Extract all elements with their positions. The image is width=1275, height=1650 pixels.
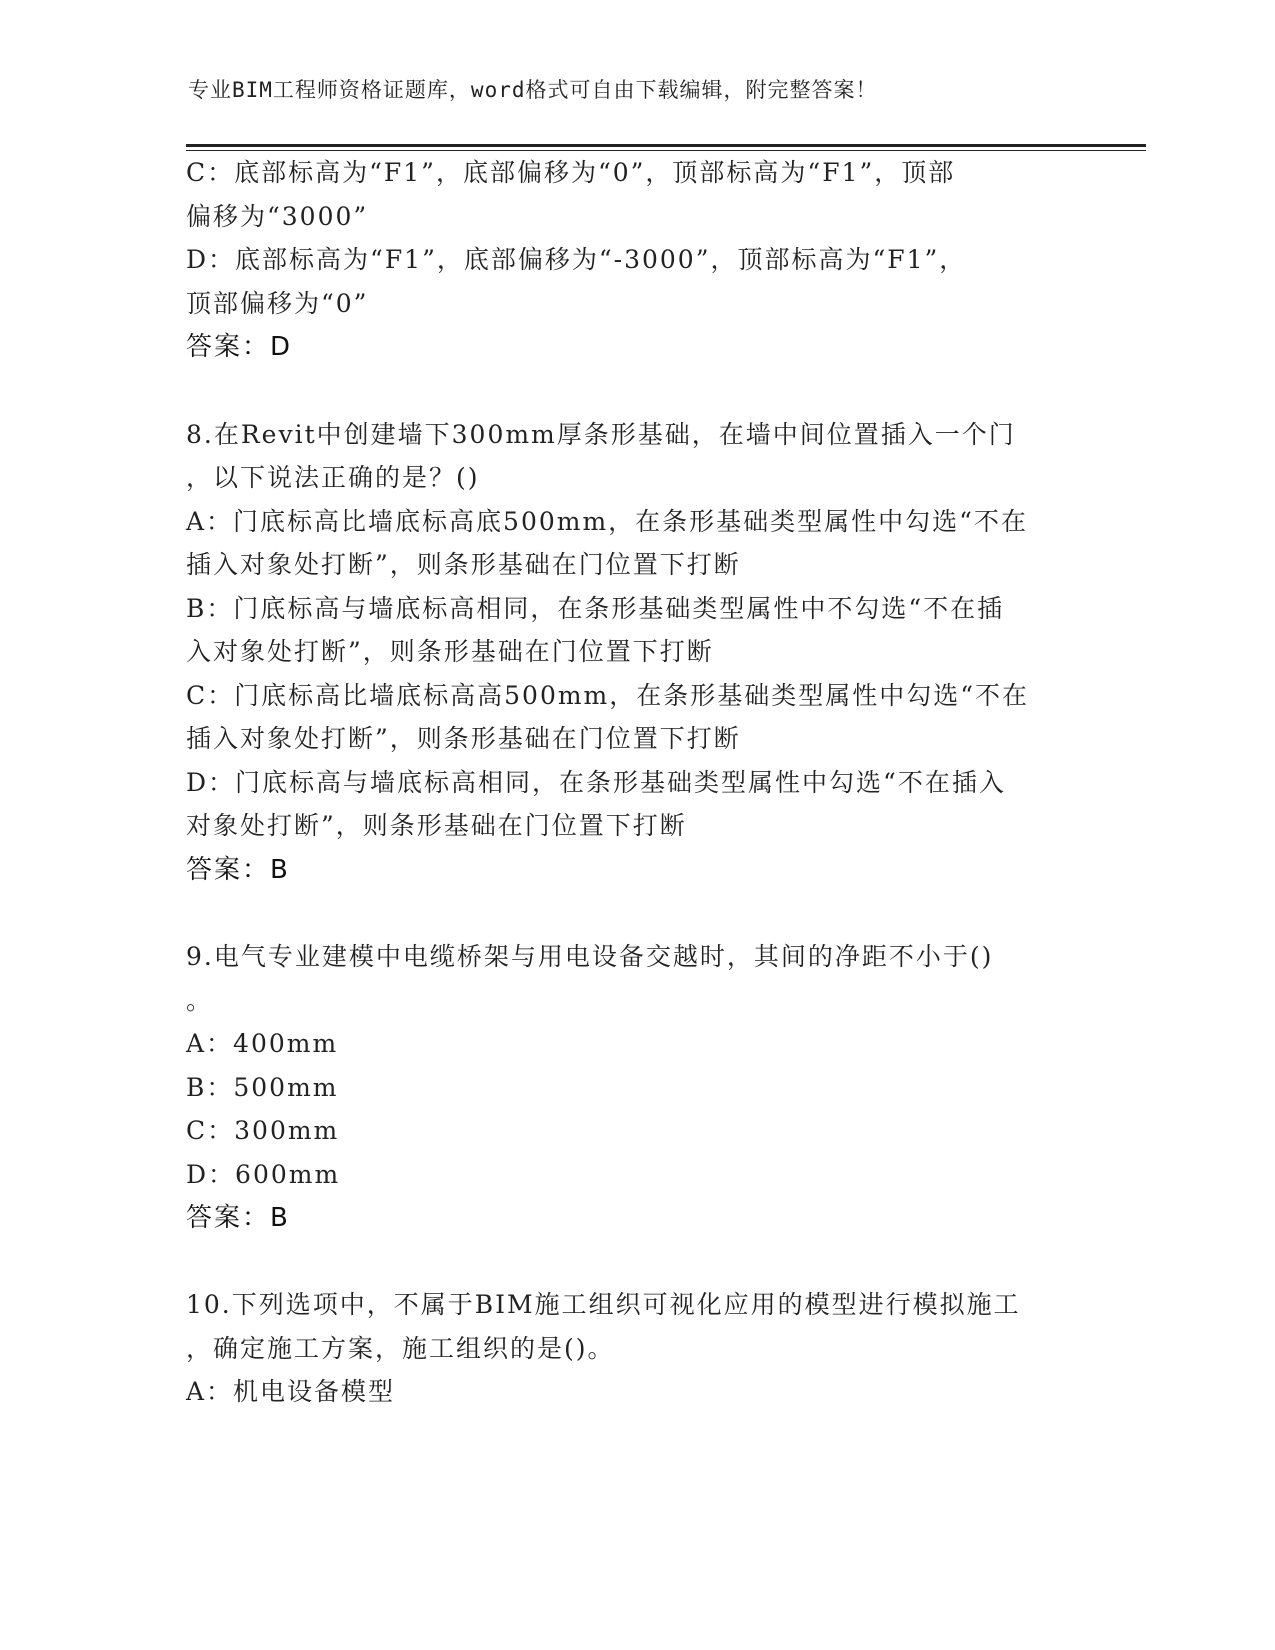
- q8-option-c-line1: C：门底标高比墙底标高高500mm，在条形基础类型属性中勾选“不在: [186, 681, 1030, 710]
- q10-stem-line2: ，确定施工方案，施工组织的是()。: [186, 1334, 615, 1363]
- q7-option-d-line1: D：底部标高为“F1”，底部偏移为“-3000”，顶部标高为“F1”，: [186, 245, 967, 274]
- q9-stem-line1: 9.电气专业建模中电缆桥架与用电设备交越时，其间的净距不小于(): [186, 942, 994, 971]
- q8-option-a-line2: 插入对象处打断”，则条形基础在门位置下打断: [186, 550, 741, 579]
- q8-option-b-line1: B：门底标高与墙底标高相同，在条形基础类型属性中不勾选“不在插: [186, 594, 1005, 623]
- q7-option-c-line2: 偏移为“3000”: [186, 202, 369, 231]
- q9-answer: 答案：B: [186, 1203, 290, 1233]
- q9-stem-line2: 。: [186, 986, 214, 1015]
- q9-option-a: A：400mm: [186, 1029, 339, 1058]
- q8-option-a-line1: A：门底标高比墙底标高底500mm，在条形基础类型属性中勾选“不在: [186, 507, 1028, 536]
- q7-answer: 答案：D: [186, 332, 293, 362]
- q9-option-c: C：300mm: [186, 1116, 340, 1145]
- header-rule-thin: [186, 150, 1146, 151]
- q8-option-d-line1: D：门底标高与墙底标高相同，在条形基础类型属性中勾选“不在插入: [186, 768, 1006, 797]
- q8-option-b-line2: 入对象处打断”，则条形基础在门位置下打断: [186, 637, 714, 666]
- q8-answer: 答案：B: [186, 855, 290, 885]
- q8-stem-line1: 8.在Revit中创建墙下300mm厚条形基础，在墙中间位置插入一个门: [186, 420, 1016, 449]
- q8-option-c-line2: 插入对象处打断”，则条形基础在门位置下打断: [186, 724, 741, 753]
- header-rule-thick: [186, 144, 1146, 147]
- q9-option-b: B：500mm: [186, 1073, 339, 1102]
- q9-option-d: D：600mm: [186, 1160, 341, 1189]
- q7-option-d-line2: 顶部偏移为“0”: [186, 289, 369, 318]
- q8-stem-line2: ，以下说法正确的是？(): [186, 463, 480, 492]
- q10-option-a: A：机电设备模型: [186, 1377, 396, 1406]
- page-header: 专业BIM工程师资格证题库，word格式可自由下载编辑，附完整答案！: [188, 78, 878, 102]
- q8-option-d-line2: 对象处打断”，则条形基础在门位置下打断: [186, 811, 687, 840]
- q10-stem-line1: 10.下列选项中，不属于BIM施工组织可视化应用的模型进行模拟施工: [186, 1290, 1021, 1319]
- q7-option-c-line1: C：底部标高为“F1”，底部偏移为“0”，顶部标高为“F1”，顶部: [186, 158, 956, 187]
